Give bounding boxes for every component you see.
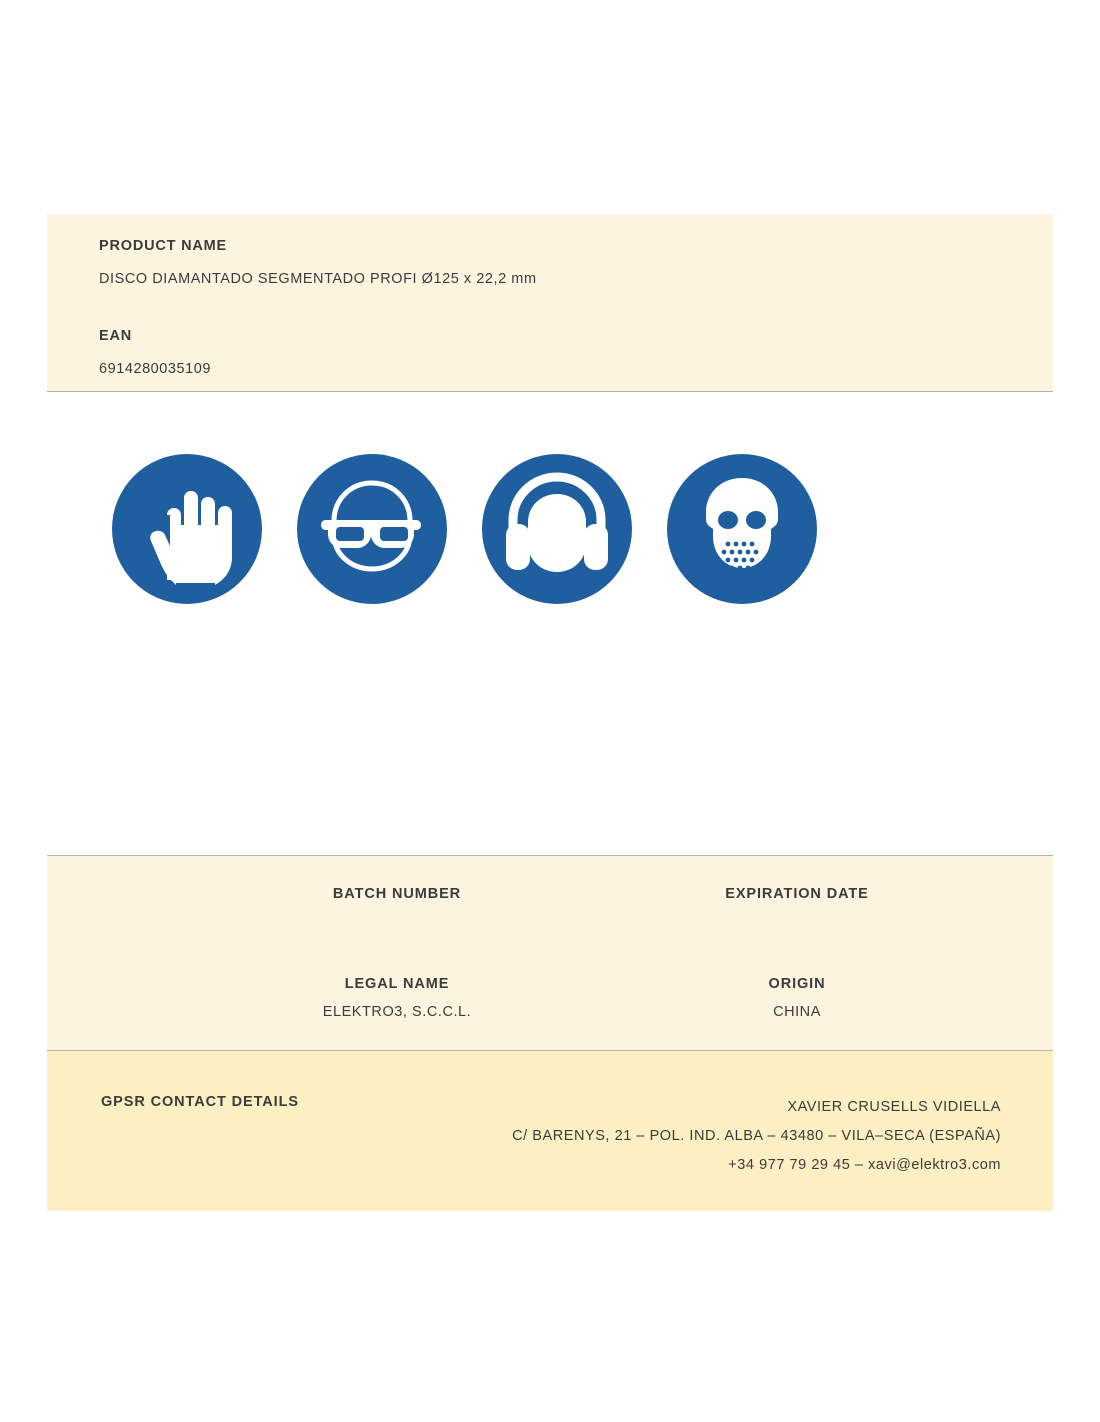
origin-cell — [637, 976, 957, 1021]
wear-respiratory-protection-icon — [665, 452, 819, 606]
wear-protective-gloves-icon — [110, 452, 264, 606]
ean-value: 6914280035109 — [99, 361, 211, 377]
batch-number-cell — [237, 886, 557, 931]
expiration-date-value — [637, 914, 957, 931]
batch-number-value — [237, 914, 557, 931]
legal-name-value: ELEKTRO3, S.C.C.L. — [322, 1004, 472, 1020]
expiration-date-label: EXPIRATION DATE — [725, 886, 869, 902]
safety-pictogram-row — [110, 452, 820, 627]
expiration-date-cell — [637, 886, 957, 931]
gpsr-contact-phone-email: +34 977 79 29 45 – xavi@elektro3.com — [728, 1157, 1001, 1173]
legal-name-cell — [237, 976, 557, 1021]
gpsr-contact-details — [512, 1093, 1001, 1180]
wear-eye-protection-icon — [295, 452, 449, 606]
ean-label: EAN — [99, 328, 133, 344]
wear-ear-protection-icon — [480, 452, 634, 606]
gpsr-contact-panel — [47, 1051, 1053, 1211]
batch-origin-panel — [47, 855, 1053, 1051]
batch-number-label: BATCH NUMBER — [332, 886, 462, 902]
gpsr-contact-label: GPSR CONTACT DETAILS — [101, 1094, 299, 1110]
product-name-value: DISCO DIAMANTADO SEGMENTADO PROFI Ø125 x 22,2 mm — [99, 271, 537, 287]
origin-label: ORIGIN — [768, 976, 826, 992]
gpsr-contact-address: C/ BARENYS, 21 – POL. IND. ALBA – 43480 – VILA–SECA (ESPAÑA) — [512, 1128, 1001, 1144]
product-name-label: PRODUCT NAME — [99, 238, 228, 254]
product-info-panel — [47, 214, 1053, 392]
legal-name-label: LEGAL NAME — [344, 976, 450, 992]
gpsr-contact-person: XAVIER CRUSELLS VIDIELLA — [787, 1099, 1001, 1115]
origin-value: CHINA — [773, 1004, 821, 1020]
